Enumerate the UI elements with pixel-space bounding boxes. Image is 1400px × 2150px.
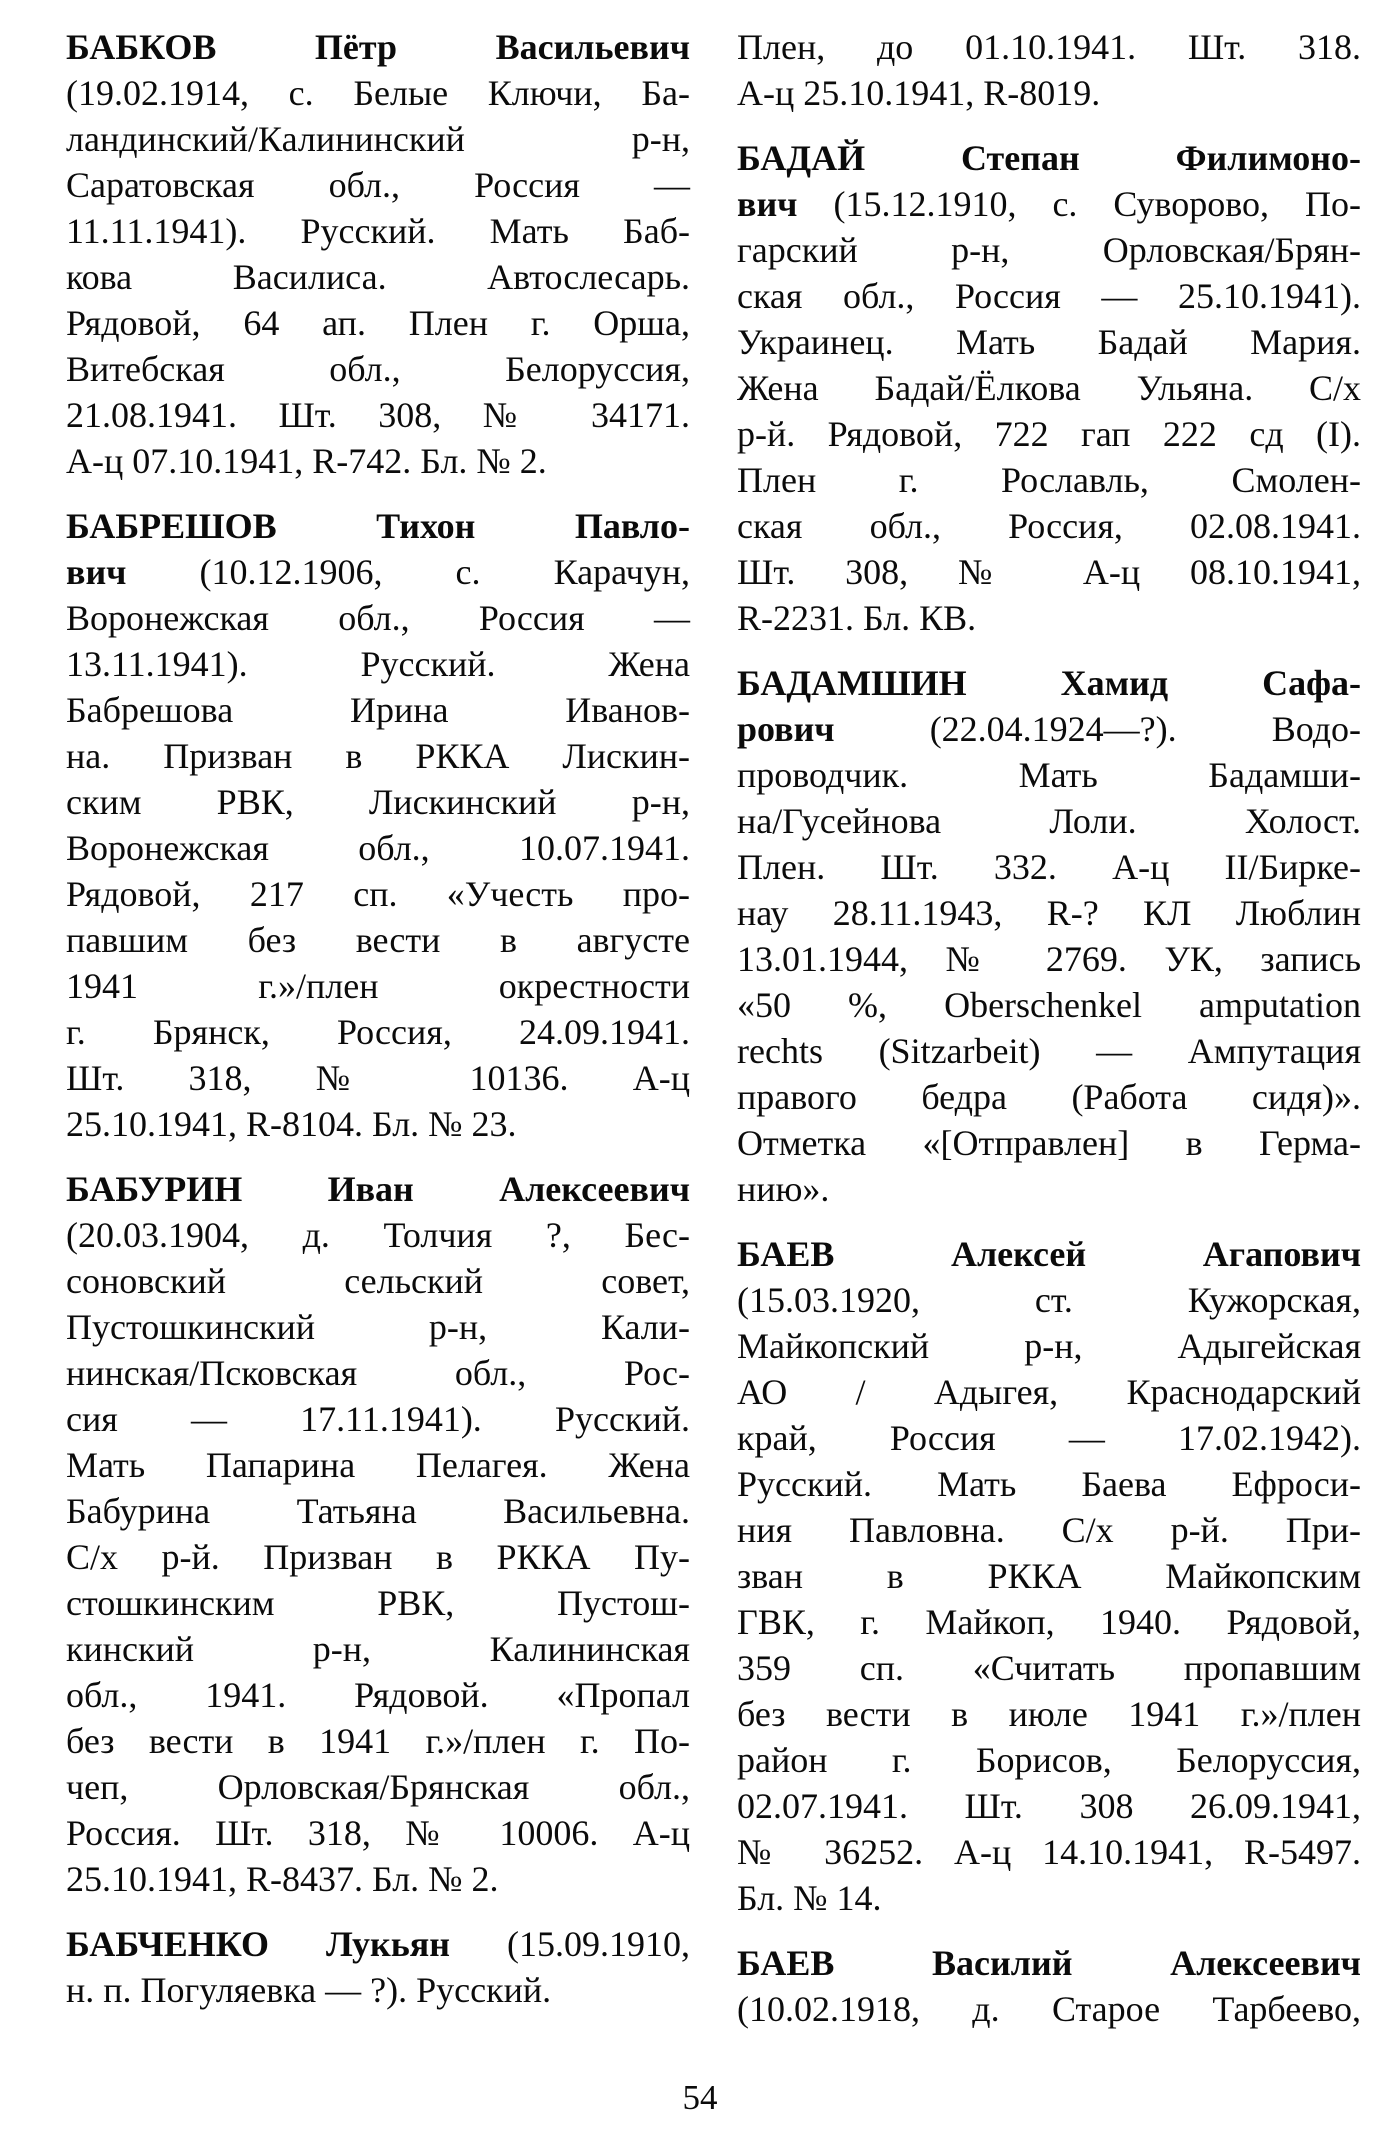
text-line: Плен г. Рославль, Смолен- — [737, 460, 1361, 500]
text-line: АО / Адыгея, Краснодарский — [737, 1372, 1361, 1412]
text-line: без вести в июле 1941 г.»/плен — [737, 1694, 1361, 1734]
text-line: Жена Бадай/Ёлкова Ульяна. С/х — [737, 368, 1361, 408]
text-line: rechts (Sitzarbeit) — Ампутация — [737, 1031, 1361, 1071]
text-line: край, Россия — 17.02.1942). — [737, 1418, 1361, 1458]
entry-headword: БАБРЕШОВ Тихон Павло- — [66, 506, 690, 546]
dictionary-entry — [66, 24, 690, 484]
text-line: кинский р-н, Калининская — [66, 1629, 690, 1669]
text-line: вич (10.12.1906, с. Карачун, — [66, 552, 690, 592]
entry-headword: БАБКОВ Пётр Васильевич — [66, 27, 690, 67]
dictionary-entry — [737, 1231, 1361, 1921]
text-line: Бабрешова Ирина Иванов- — [66, 690, 690, 730]
entry-headword: БАЕВ Алексей Агапович — [737, 1234, 1361, 1274]
entry-headword: БАДАМШИН Хамид Сафа- — [737, 663, 1361, 703]
text-line: ская обл., Россия, 02.08.1941. — [737, 506, 1361, 546]
text-line: Шт. 318, № 10136. А-ц — [66, 1058, 690, 1098]
text-line: Отметка «[Отправлен] в Герма- — [737, 1123, 1361, 1163]
text-line: павшим без вести в августе — [66, 920, 690, 960]
text-line: «50 %, Oberschenkel amputation — [737, 985, 1361, 1025]
text-line: Рядовой, 217 сп. «Учесть про- — [66, 874, 690, 914]
text-line: ния Павловна. С/х р-й. При- — [737, 1510, 1361, 1550]
text-line: 02.07.1941. Шт. 308 26.09.1941, — [737, 1786, 1361, 1826]
text-line — [737, 135, 1361, 181]
page-number: 54 — [682, 2078, 718, 2117]
text-line: (20.03.1904, д. Толчия ?, Бес- — [66, 1215, 690, 1255]
text-line: н. п. Погуляевка — ?). Русский. — [66, 1970, 552, 2010]
text-line: Пустошкинский р-н, Кали- — [66, 1307, 690, 1347]
text-line: Саратовская обл., Россия — — [66, 165, 690, 205]
text-line: С/х р-й. Призван в РККА Пу- — [66, 1537, 690, 1577]
text-line: вич (15.12.1910, с. Суворово, По- — [737, 184, 1361, 224]
dictionary-entry — [66, 503, 690, 1147]
text-line: А-ц 07.10.1941, R-742. Бл. № 2. — [66, 441, 547, 481]
text-line: (15.03.1920, ст. Кужорская, — [737, 1280, 1361, 1320]
text-line: 13.01.1944, № 2769. УК, запись — [737, 939, 1361, 979]
text-line: Плен, до 01.10.1941. Шт. 318. — [737, 27, 1361, 67]
text-line: 21.08.1941. Шт. 308, № 34171. — [66, 395, 690, 435]
text-line: 25.10.1941, R-8104. Бл. № 23. — [66, 1104, 517, 1144]
left-text-column — [66, 24, 690, 2032]
entry-headword: вич — [737, 184, 798, 224]
text-line: нию». — [737, 1169, 830, 1209]
text-line: R-2231. Бл. КВ. — [737, 598, 977, 638]
dictionary-entry — [66, 1921, 690, 2013]
text-line: соновский сельский совет, — [66, 1261, 690, 1301]
text-line: 359 сп. «Считать пропавшим — [737, 1648, 1361, 1688]
entry-headword: БАЕВ Василий Алексеевич — [737, 1943, 1361, 1983]
text-line: Мать Папарина Пелагея. Жена — [66, 1445, 690, 1485]
text-line: район г. Борисов, Белоруссия, — [737, 1740, 1361, 1780]
text-line — [66, 1166, 690, 1212]
text-line — [66, 24, 690, 70]
text-line: правого бедра (Работа сидя)». — [737, 1077, 1361, 1117]
text-line: Русский. Мать Баева Ефроси- — [737, 1464, 1361, 1504]
text-line: ландинский/Калининский р-н, — [66, 119, 690, 159]
text-line: (10.02.1918, д. Старое Тарбеево, — [737, 1989, 1361, 2029]
dictionary-entry — [737, 24, 1361, 116]
text-line: чеп, Орловская/Брянская обл., — [66, 1767, 690, 1807]
text-line: 25.10.1941, R-8437. Бл. № 2. — [66, 1859, 499, 1899]
text-line: на. Призван в РККА Лискин- — [66, 736, 690, 776]
text-line: г. Брянск, Россия, 24.09.1941. — [66, 1012, 690, 1052]
text-line: Украинец. Мать Бадай Мария. — [737, 322, 1361, 362]
text-line: кова Василиса. Автослесарь. — [66, 257, 690, 297]
text-line: Россия. Шт. 318, № 10006. А-ц — [66, 1813, 690, 1853]
entry-headword: БАДАЙ Степан Филимоно- — [737, 138, 1361, 178]
text-line — [737, 1940, 1361, 1986]
text-line: Шт. 308, № А-ц 08.10.1941, — [737, 552, 1361, 592]
entry-headword: вич — [66, 552, 127, 592]
text-line: 13.11.1941). Русский. Жена — [66, 644, 690, 684]
text-line: 1941 г.»/плен окрестности — [66, 966, 690, 1006]
text-line: сия — 17.11.1941). Русский. — [66, 1399, 690, 1439]
text-line: р-й. Рядовой, 722 гап 222 сд (I). — [737, 414, 1361, 454]
text-line: (19.02.1914, с. Белые Ключи, Ба- — [66, 73, 690, 113]
right-text-column — [737, 24, 1361, 2051]
text-line: зван в РККА Майкопским — [737, 1556, 1361, 1596]
text-line: проводчик. Мать Бадамши- — [737, 755, 1361, 795]
text-line: БАБЧЕНКО Лукьян (15.09.1910, — [66, 1924, 690, 1964]
text-line — [737, 660, 1361, 706]
text-line: Бл. № 14. — [737, 1878, 882, 1918]
text-line: рович (22.04.1924—?). Водо- — [737, 709, 1361, 749]
text-line: ским РВК, Лискинский р-н, — [66, 782, 690, 822]
text-line: гарский р-н, Орловская/Брян- — [737, 230, 1361, 270]
text-line: 11.11.1941). Русский. Мать Баб- — [66, 211, 690, 251]
text-line: на/Гусейнова Лоли. Холост. — [737, 801, 1361, 841]
text-line: ская обл., Россия — 25.10.1941). — [737, 276, 1361, 316]
text-line: А-ц 25.10.1941, R-8019. — [737, 73, 1101, 113]
dictionary-entry — [737, 660, 1361, 1212]
entry-headword: рович — [737, 709, 835, 749]
text-line: нау 28.11.1943, R-? КЛ Люблин — [737, 893, 1361, 933]
text-line: № 36252. А-ц 14.10.1941, R-5497. — [737, 1832, 1361, 1872]
text-line: Рядовой, 64 ап. Плен г. Орша, — [66, 303, 690, 343]
text-line — [737, 1231, 1361, 1277]
text-line: Воронежская обл., Россия — — [66, 598, 690, 638]
text-line: обл., 1941. Рядовой. «Пропал — [66, 1675, 690, 1715]
text-line: Воронежская обл., 10.07.1941. — [66, 828, 690, 868]
text-line: нинская/Псковская обл., Рос- — [66, 1353, 690, 1393]
dictionary-entry — [737, 135, 1361, 641]
text-line: Майкопский р-н, Адыгейская — [737, 1326, 1361, 1366]
text-line: Бабурина Татьяна Васильевна. — [66, 1491, 690, 1531]
text-line: ГВК, г. Майкоп, 1940. Рядовой, — [737, 1602, 1361, 1642]
text-line: стошкинским РВК, Пустош- — [66, 1583, 690, 1623]
text-line: Плен. Шт. 332. А-ц II/Бирке- — [737, 847, 1361, 887]
text-line — [66, 503, 690, 549]
entry-headword: БАБУРИН Иван Алексеевич — [66, 1169, 690, 1209]
text-line: без вести в 1941 г.»/плен г. По- — [66, 1721, 690, 1761]
dictionary-entry — [66, 1166, 690, 1902]
text-line: Витебская обл., Белоруссия, — [66, 349, 690, 389]
dictionary-entry — [737, 1940, 1361, 2032]
entry-headword: БАБЧЕНКО Лукьян — [66, 1924, 450, 1964]
